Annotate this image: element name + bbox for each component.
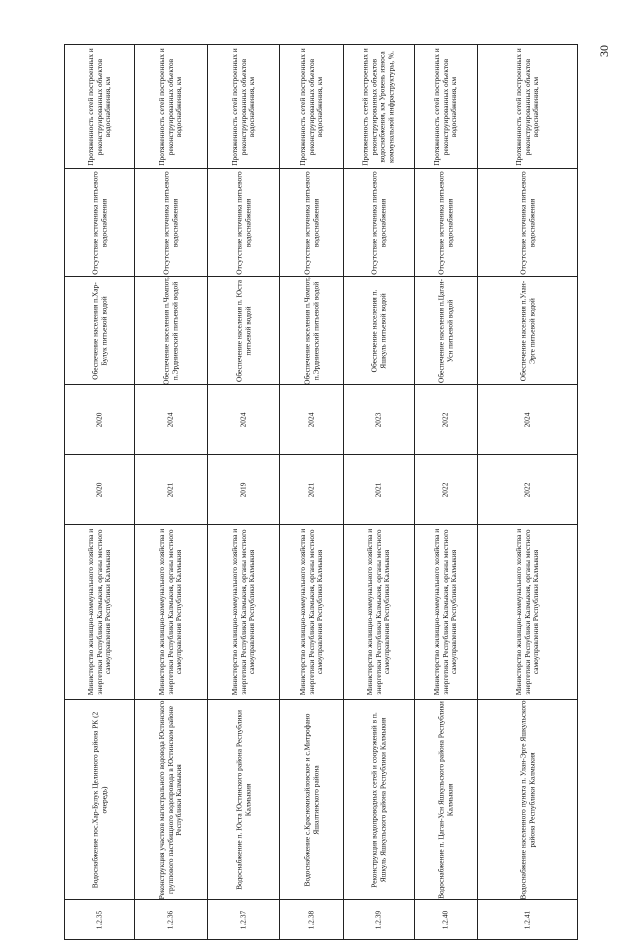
table-cell	[344, 455, 415, 525]
target-indicator: Протяженность сетей построенных и реконструированных объектов водоснабжения, км	[85, 47, 112, 166]
problem-description: Отсутствие источника питьевого водоснабжения	[301, 170, 320, 275]
expected-result: Обеспечение населения п. Юста питьевой водой	[233, 279, 252, 382]
table-cell	[65, 900, 135, 940]
page-number: 30	[597, 45, 611, 57]
object-name: Реконструкция участков магистрального водовода Юстинского группового пастбищного водопровода в Юстинском районе Республики Калмыкия	[156, 700, 184, 899]
field-band-object-name	[65, 700, 578, 900]
end-year: 2020	[94, 412, 104, 427]
object-name: Водоснабжение п. Юста Юстинского района Республики Калмыкия	[233, 709, 252, 890]
field-band-item-number	[65, 900, 578, 940]
table-cell	[135, 169, 208, 277]
table-cell	[478, 45, 578, 169]
table-cell	[478, 900, 578, 940]
table-cell	[208, 385, 280, 455]
table-cell	[415, 455, 478, 525]
table-cell	[344, 169, 415, 277]
table-cell	[478, 700, 578, 900]
responsible-executor: Министерство жилищно-коммунального хозяйства и энергетики Республики Калмыкия, органы местного самоуправления Республики Калмыкия	[297, 528, 324, 696]
table-cell	[65, 525, 135, 700]
end-year: 2024	[238, 412, 248, 427]
target-indicator: Протяженность сетей построенных и реконструированных объектов водоснабжения, км	[431, 47, 459, 166]
table-cell	[478, 385, 578, 455]
field-band-end-year	[65, 385, 578, 455]
table-cell	[415, 45, 478, 169]
start-year: 2021	[165, 482, 175, 497]
expected-result: Обеспечение населения п.Чомпот, п.Эрдниевский питьевой водой	[161, 276, 179, 385]
table-cell	[208, 277, 280, 385]
object-name: Водоснабжение населенного пункта п. Улан-Эрге Яшкульского района Республики Калмыкия	[517, 699, 536, 900]
end-year: 2023	[373, 412, 383, 427]
measures-table	[64, 44, 578, 940]
end-year: 2024	[522, 412, 532, 427]
responsible-executor: Министерство жилищно-коммунального хозяйства и энергетики Республики Калмыкия, органы местного самоуправления Республики Калмыкия	[85, 528, 112, 696]
table-cell	[135, 385, 208, 455]
table-cell	[280, 700, 344, 900]
table-cell	[65, 45, 135, 169]
table-cell	[344, 700, 415, 900]
table-cell	[478, 169, 578, 277]
field-band-problem-description	[65, 169, 578, 277]
table-cell	[415, 700, 478, 900]
table-cell	[280, 525, 344, 700]
table-cell	[135, 900, 208, 940]
table-cell	[344, 45, 415, 169]
item-number: 1.2.38	[306, 910, 316, 929]
table-cell	[415, 169, 478, 277]
start-year: 2022	[522, 482, 532, 497]
table-cell	[208, 169, 280, 277]
expected-result: Обеспечение населения п.Цаган-Усн питьевой водой	[436, 278, 454, 383]
target-indicator: Протяженность сетей построенных и реконструированных объектов водоснабжения, км	[297, 47, 324, 166]
table-cell	[208, 455, 280, 525]
target-indicator: Протяженность сетей построенных и реконструированных объектов водоснабжения, км Уровень износа коммунальной инфраструктуры, %.	[360, 47, 396, 166]
table-cell	[280, 169, 344, 277]
target-indicator: Протяженность сетей построенных и реконструированных объектов водоснабжения, км	[513, 47, 540, 166]
field-band-target-indicator	[65, 45, 578, 169]
problem-description: Отсутствие источника питьевого водоснабжения	[89, 170, 108, 275]
table-cell	[208, 45, 280, 169]
responsible-executor: Министерство жилищно-коммунального хозяйства и энергетики Республики Калмыкия, органы местного самоуправления Республики Калмыкия	[156, 528, 184, 696]
problem-description: Отсутствие источника питьевого водоснабжения	[436, 170, 454, 275]
table-cell	[280, 45, 344, 169]
table-cell	[280, 900, 344, 940]
start-year: 2021	[373, 482, 383, 497]
table-cell	[65, 455, 135, 525]
start-year: 2020	[94, 482, 104, 497]
end-year: 2024	[306, 412, 316, 427]
field-band-responsible-executor	[65, 525, 578, 700]
table-cell	[478, 525, 578, 700]
table-cell	[280, 277, 344, 385]
problem-description: Отсутствие источника питьевого водоснабжения	[369, 170, 387, 275]
start-year: 2019	[238, 482, 248, 497]
table-cell	[135, 277, 208, 385]
table-cell	[344, 385, 415, 455]
field-band-expected-result	[65, 277, 578, 385]
object-name: Водоснабжение пос.Хар-Булук Целинного района РК (2 очередь)	[89, 711, 108, 888]
table-cell	[415, 277, 478, 385]
table-cell	[135, 45, 208, 169]
table-cell	[65, 700, 135, 900]
problem-description: Отсутствие источника питьевого водоснабжения	[233, 170, 252, 275]
table-cell	[280, 385, 344, 455]
table-cell	[65, 169, 135, 277]
object-name: Водоснабжение с.Красномихайловское и с.Митрофано Яшалтинского района	[301, 713, 320, 886]
table-cell	[135, 525, 208, 700]
item-number: 1.2.35	[94, 910, 104, 929]
table-cell	[65, 277, 135, 385]
table-cell	[208, 525, 280, 700]
responsible-executor: Министерство жилищно-коммунального хозяйства и энергетики Республики Калмыкия, органы местного самоуправления Республики Калмыкия	[229, 528, 256, 696]
target-indicator: Протяженность сетей построенных и реконструированных объектов водоснабжения, км	[229, 47, 256, 166]
table-cell	[280, 455, 344, 525]
item-number: 1.2.41	[522, 910, 532, 929]
expected-result: Обеспечение населения п.Чомпот, п.Эрдниевский питьевой водой	[301, 276, 320, 385]
problem-description: Отсутствие источника питьевого водоснабжения	[161, 170, 179, 275]
item-number: 1.2.36	[165, 910, 175, 929]
table-cell	[478, 455, 578, 525]
responsible-executor: Министерство жилищно-коммунального хозяйства и энергетики Республики Калмыкия, органы местного самоуправления Республики Калмыкия	[513, 528, 540, 696]
start-year: 2022	[440, 482, 450, 497]
table-cell	[135, 700, 208, 900]
end-year: 2024	[165, 412, 175, 427]
table-cell	[208, 900, 280, 940]
table-cell	[344, 525, 415, 700]
field-band-start-year	[65, 455, 578, 525]
table-cell	[208, 700, 280, 900]
table-cell	[65, 385, 135, 455]
object-name: Реконструкция водопроводных сетей и сооружений в п. Яшкуль Яшкульского района Республики Калмыкия	[369, 711, 387, 888]
end-year: 2022	[440, 412, 450, 427]
responsible-executor: Министерство жилищно-коммунального хозяйства и энергетики Республики Калмыкия, органы местного самоуправления Республики Калмыкия	[431, 528, 459, 696]
table-cell	[415, 900, 478, 940]
item-number: 1.2.37	[238, 910, 248, 929]
problem-description: Отсутствие источника питьевого водоснабжения	[517, 170, 536, 275]
expected-result: Обеспечение населения п.Улан-Эрге питьевой водой	[517, 280, 536, 381]
target-indicator: Протяженность сетей построенных и реконструированных объектов водоснабжения, км	[156, 47, 184, 166]
expected-result: Обеспечение населения п.Хар-Булук питьевой водой	[89, 281, 108, 380]
table-cell	[478, 277, 578, 385]
responsible-executor: Министерство жилищно-коммунального хозяйства и энергетики Республики Калмыкия, органы местного самоуправления Республики Калмыкия	[364, 528, 392, 696]
table-cell	[415, 385, 478, 455]
object-name: Водоснабжение п. Цаган-Усн Яшкульского района Республики Калмыкия	[436, 700, 454, 899]
table-cell	[344, 900, 415, 940]
item-number: 1.2.40	[440, 910, 450, 929]
table-cell	[415, 525, 478, 700]
expected-result: Обеспечение населения п. Яшкуль питьевой водой	[369, 289, 387, 372]
item-number: 1.2.39	[373, 910, 383, 929]
table-cell	[135, 455, 208, 525]
start-year: 2021	[306, 482, 316, 497]
table-cell	[344, 277, 415, 385]
